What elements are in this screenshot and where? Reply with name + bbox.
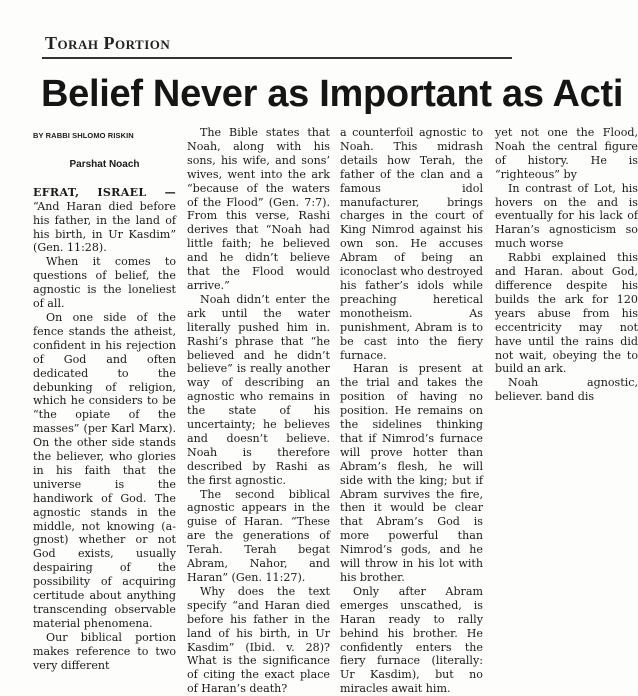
paragraph: Noah agnostic, believer. band dis — [495, 376, 638, 404]
header-divider — [42, 57, 512, 59]
paragraph: a counterfoil agnostic to Noah. This midrash details how Terah, the father of the clan and a famous idol manufacturer, brings charges in the court of King Nimrod against his own son. He accuses Abram of being an iconoclast who destroyed his father’s idols while preaching heretical monotheism. As punishment, Abram is to be cast into the fiery furnace. — [340, 126, 483, 362]
paragraph: yet not one the Flood, Noah the central figure of history. He is “righteous” by — [495, 126, 638, 181]
paragraph — [33, 186, 176, 256]
paragraph: When it comes to questions of belief, the agnostic is the loneliest of all. — [33, 255, 176, 311]
article-column-2 — [187, 126, 330, 696]
paragraph-text: “And Haran died before his father, in the land of his birth, in Ur Kasdim” (Gen. 11:28). — [33, 199, 176, 255]
paragraph: Why does the text specify “and Haran died before his father in the land of his birth, in Ur Kasdim” (Ibid. v. 28)? What is the significance of citing the exact place of Haran’s death? — [187, 584, 330, 696]
paragraph: The second biblical agnostic appears in the guise of Haran. “These are the generations of Terah. Terah begat Abram, Nahor, and Haran” (Gen. 11:27). — [187, 487, 330, 584]
article-column-3 — [340, 126, 483, 696]
article-body — [0, 126, 638, 696]
paragraph: Haran is present at the trial and takes the position of having no position. He remains on the sidelines thinking that if Nimrod’s furnace will prove hotter than Abram’s flesh, he will side with the king; but if Abram survives the fire, then it would be clear that Abram’s God is more powerful than Nimrod’s gods, and he will throw in his lot with his brother. — [340, 362, 483, 584]
paragraph: Rabbi explained this and Haran. about God, difference despite his builds the ark for 120 years abuse from his eccentricity may not have until the rains did not wait, obeying the to build an ark. — [495, 251, 638, 376]
article-column-1 — [33, 126, 176, 672]
byline: BY RABBI SHLOMO RISKIN — [33, 131, 134, 140]
parsha-name: Parshat Noach — [69, 158, 140, 170]
paragraph: Noah didn’t enter the ark until the water literally pushed him in. Rashi’s phrase that “he believed and he didn’t believe” is really another way of describing an agnostic who remains in the state of his uncertainty; he believes and doesn’t believe. Noah is therefore described by Rashi as the first agnostic. — [187, 292, 330, 487]
paragraph: In contrast of Lot, his hovers on the and is eventually for his lack of Haran’s agnosticism so much worse — [495, 181, 638, 251]
section-label: Torah Portion — [45, 33, 171, 53]
paragraph: Only after Abram emerges unscathed, is Haran ready to rally behind his brother. He confidently enters the fiery furnace (literally: Ur Kasdim), but no miracles await him. — [340, 584, 483, 696]
paragraph: Our biblical portion makes reference to two very different — [33, 630, 176, 672]
article-column-4 — [495, 126, 638, 512]
article-headline: Belief Never as Important as Acti — [41, 73, 624, 115]
dateline: EFRAT, ISRAEL — — [33, 185, 176, 199]
paragraph: On one side of the fence stands the atheist, confident in his rejection of God and often dedicated to the debunking of religion, which he considers to be “the opiate of the masses” (per Karl Marx). On the other side stands the believer, who glories in his faith that the universe is the handiwork of God. The agnostic stands in the middle, not knowing (a-gnost) whether or not God exists, usually despairing of the possibility of acquiring certitude about anything transcending observable material phenomena. — [33, 310, 176, 630]
paragraph: The Bible states that Noah, along with his sons, his wife, and sons’ wives, went into the ark “because of the waters of the Flood” (Gen. 7:7). From this verse, Rashi derives that “Noah had little faith; he believed and he didn’t believe that the Flood would arrive.” — [187, 126, 330, 292]
